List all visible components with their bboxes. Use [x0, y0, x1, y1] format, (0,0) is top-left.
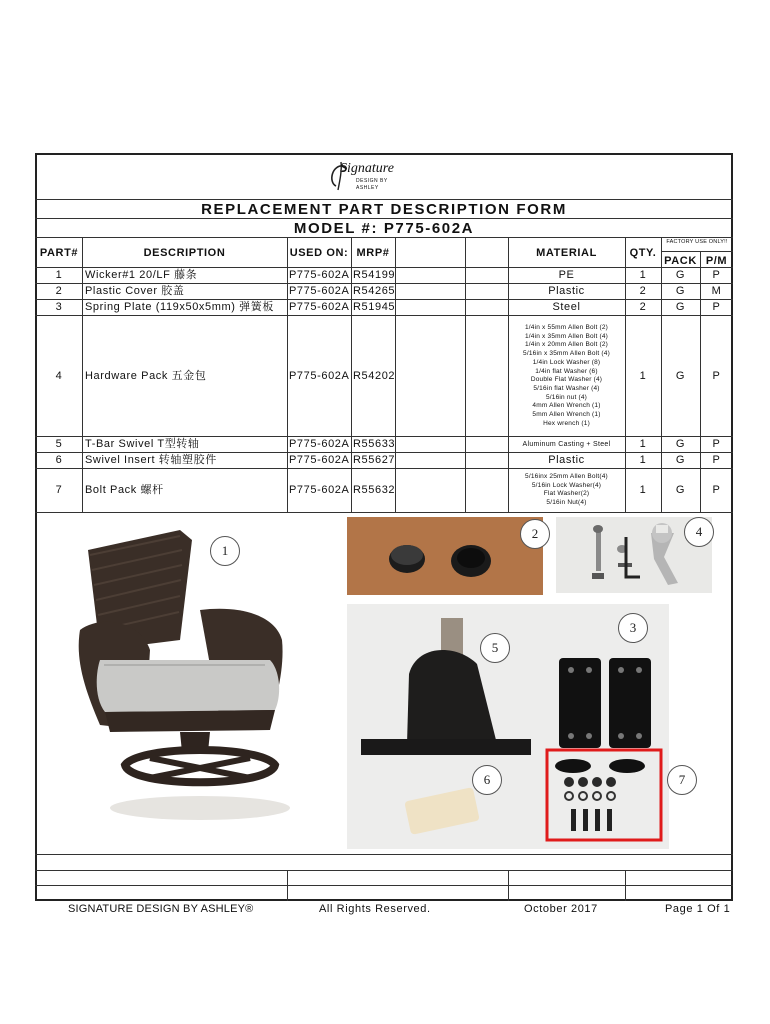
cell-material-list: [508, 473, 625, 508]
callout-4: 4: [684, 517, 714, 547]
header-part: PART#: [39, 247, 79, 259]
plastic-cover-photo: [347, 517, 543, 595]
material-line: Double Flat Washer (4): [530, 376, 603, 384]
cell-description: Bolt Pack 螺杆: [85, 484, 164, 496]
cell-mrp: R54199: [353, 269, 396, 281]
logo-script: Signature: [340, 161, 394, 176]
footer-page: Page 1 Of 1: [665, 903, 731, 915]
cell-part: 4: [55, 370, 63, 382]
header-material: MATERIAL: [536, 247, 597, 259]
footer-brand: SIGNATURE DESIGN BY ASHLEY®: [68, 903, 254, 915]
header-mrp: MRP#: [356, 247, 390, 259]
material-line: 5/16in Nut(4): [546, 499, 587, 507]
cell-pm: P: [712, 484, 721, 496]
material-line: 5/16in x 35mm Allen Bolt (4): [523, 350, 610, 358]
cell-pack: G: [675, 454, 686, 466]
material-line: 4mm Allen Wrench (1): [532, 402, 601, 410]
material-line: 5/16in nut (4): [545, 393, 588, 401]
cell-part: 7: [55, 484, 63, 496]
cell-used-on: P775-602A: [289, 301, 350, 313]
cell-pack: G: [675, 269, 686, 281]
callout-2: 2: [520, 519, 550, 549]
cell-description: T-Bar Swivel T型转轴: [85, 438, 200, 450]
cell-description: Swivel Insert 转轴塑胶件: [85, 454, 217, 466]
cell-pm: P: [712, 370, 721, 382]
chair-photo: [60, 520, 340, 825]
cell-pack: G: [675, 484, 686, 496]
cell-pm: P: [712, 438, 721, 450]
cell-description: Hardware Pack 五金包: [85, 370, 207, 382]
header-used-on: USED ON:: [289, 247, 349, 259]
cell-part: 1: [55, 269, 63, 281]
model-number: MODEL #: P775-602A: [293, 220, 475, 237]
cell-material: Plastic: [548, 454, 585, 466]
cell-pack: G: [675, 301, 686, 313]
material-line: 1/4in x 20mm Allen Bolt (2): [524, 341, 609, 349]
material-line: 5/16inx 25mm Allen Bolt(4): [525, 473, 608, 480]
signature-logo: [326, 156, 396, 196]
material-line: 5/16in Lock Washer(4): [531, 481, 602, 489]
material-line: 5mm Allen Wrench (1): [532, 411, 601, 419]
cell-pack: G: [675, 285, 686, 297]
cell-description: Spring Plate (119x50x5mm) 弹簧板: [85, 301, 274, 313]
cell-used-on: P775-602A: [289, 438, 350, 450]
material-line: 1/4in x 35mm Allen Bolt (4): [524, 332, 609, 340]
header-pack: PACK: [664, 255, 697, 267]
cell-mrp: R54202: [353, 370, 396, 382]
callout-6: 6: [472, 765, 502, 795]
cell-pm: P: [712, 269, 721, 281]
cell-used-on: P775-602A: [289, 484, 350, 496]
logo-sub-2: ASHLEY: [356, 185, 379, 191]
cell-qty: 2: [639, 301, 647, 313]
cell-part: 6: [55, 454, 63, 466]
form-title: REPLACEMENT PART DESCRIPTION FORM: [201, 201, 567, 218]
cell-qty: 1: [639, 484, 647, 496]
cell-used-on: P775-602A: [289, 285, 350, 297]
cell-pm: M: [711, 285, 722, 297]
cell-part: 2: [55, 285, 63, 297]
cell-mrp: R51945: [353, 301, 396, 313]
header-pm: P/M: [705, 255, 728, 267]
cell-part: 3: [55, 301, 63, 313]
chair-illustration: [60, 520, 340, 825]
plastic-cover-illustration: [347, 517, 543, 595]
cell-material: Aluminum Casting + Steel: [522, 441, 611, 448]
cell-used-on: P775-602A: [289, 269, 350, 281]
cell-used-on: P775-602A: [289, 454, 350, 466]
cell-qty: 1: [639, 370, 647, 382]
cell-qty: 2: [639, 285, 647, 297]
cell-material: Plastic: [548, 285, 585, 297]
cell-pack: G: [675, 370, 686, 382]
header-qty: QTY.: [629, 247, 657, 259]
cell-used-on: P775-602A: [289, 370, 350, 382]
cell-mrp: R55627: [353, 454, 396, 466]
footer-date: October 2017: [524, 903, 598, 915]
cell-mrp: R54265: [353, 285, 396, 297]
callout-1: 1: [210, 536, 240, 566]
material-line: 1/4in x 55mm Allen Bolt (2): [524, 324, 609, 331]
cell-material: PE: [558, 269, 575, 281]
cell-material: Steel: [552, 301, 581, 313]
footer-rights: All Rights Reserved.: [319, 903, 431, 915]
callout-7: 7: [667, 765, 697, 795]
material-line: Flat Washer(2): [543, 490, 590, 498]
cell-pm: P: [712, 454, 721, 466]
cell-qty: 1: [639, 454, 647, 466]
material-line: 5/16in flat Washer (4): [533, 384, 600, 392]
material-line: 1/4in Lock Washer (8): [532, 358, 601, 366]
cell-pm: P: [712, 301, 721, 313]
header-description: DESCRIPTION: [143, 247, 226, 259]
material-line: Hex wrench (1): [543, 419, 590, 427]
callout-5: 5: [480, 633, 510, 663]
cell-material-list: [508, 324, 625, 428]
cell-description: Wicker#1 20/LF 藤条: [85, 269, 198, 281]
callout-3: 3: [618, 613, 648, 643]
cell-qty: 1: [639, 269, 647, 281]
header-factory-use: FACTORY USE ONLY!!: [666, 239, 728, 245]
cell-part: 5: [55, 438, 63, 450]
cell-mrp: R55633: [353, 438, 396, 450]
cell-description: Plastic Cover 胶盖: [85, 285, 185, 297]
cell-mrp: R55632: [353, 484, 396, 496]
material-line: 1/4in flat Washer (6): [535, 367, 598, 375]
cell-pack: G: [675, 438, 686, 450]
logo-sub-1: DESIGN BY: [356, 178, 388, 184]
cell-qty: 1: [639, 438, 647, 450]
